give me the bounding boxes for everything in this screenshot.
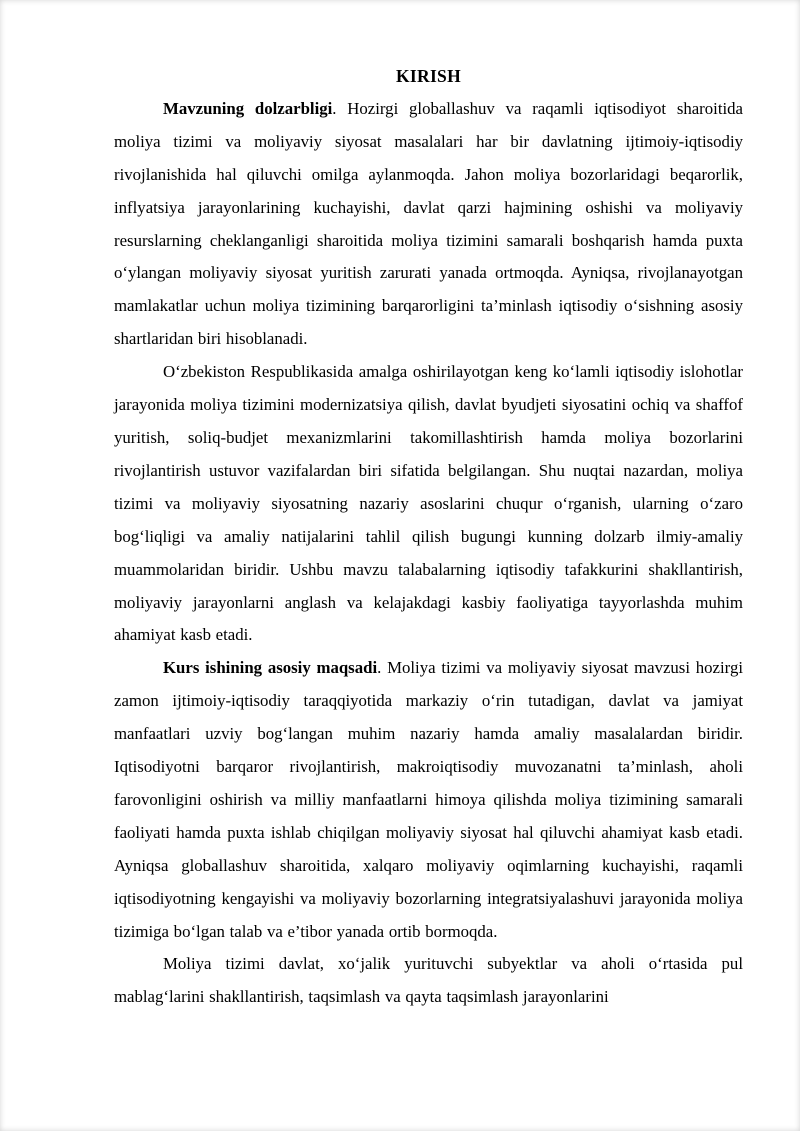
paragraph-lead: Mavzuning dolzarbligi (163, 98, 333, 118)
paragraph-text: Moliya tizimi davlat, xoʻjalik yurituvchi subyektlar va aholi oʻrtasida pul mablagʻlarini shakllantirish, taqsimlash va qayta taqsimlash jarayonlarini (114, 954, 743, 1007)
paragraph-text: . Moliya tizimi va moliyaviy siyosat mavzusi hozirgi zamon ijtimoiy-iqtisodiy taraqqiyotida markaziy oʻrin tutadigan, davlat va jamiyat manfaatlari uzviy bogʻlangan muhim nazariy hamda amaliy masalalardan biridir. Iqtisodiyotni barqaror rivojlantirish, makroiqtisodiy muvozanatni ta’minlash, aholi farovonligini oshirish va milliy manfaatlarni himoya qilishda moliya tizimining samarali faoliyati hamda puxta ishlab chiqilgan moliyaviy siyosat hal qiluvchi ahamiyat kasb etadi. Ayniqsa globallashuv sharoitida, xalqaro moliyaviy oqimlarning kuchayishi, raqamli iqtisodiyotning kengayishi va moliyaviy bozorlarning integratsiyalashuvi jarayonida moliya tizimiga boʻlgan talab va e’tibor yanada ortib bormoqda. (114, 658, 743, 941)
paragraph (114, 93, 743, 356)
paragraph (114, 652, 743, 948)
paragraph-text: . Hozirgi globallashuv va raqamli iqtisodiyot sharoitida moliya tizimi va moliyaviy siyosat masalalari har bir davlatning ijtimoiy-iqtisodiy rivojlanishida hal qiluvchi omilga aylanmoqda. Jahon moliya bozorlaridagi beqarorlik, inflyatsiya jarayonlarining kuchayishi, davlat qarzi hajmining oshishi va moliyaviy resurslarning cheklanganligi sharoitida moliya tizimini samarali boshqarish hamda puxta oʻylangan moliyaviy siyosat yuritish zarurati yanada ortmoqda. Ayniqsa, rivojlanayotgan mamlakatlar uchun moliya tizimining barqarorligini ta’minlash iqtisodiy oʻsishning asosiy shartlaridan biri hisoblanadi. (114, 98, 743, 349)
document-title: KIRISH (395, 66, 461, 86)
paragraph-lead: Kurs ishining asosiy maqsadi (163, 658, 378, 678)
paragraph (114, 948, 743, 1014)
paragraph-text: Oʻzbekiston Respublikasida amalga oshirilayotgan keng koʻlamli iqtisodiy islohotlar jarayonida moliya tizimini modernizatsiya qilish, davlat byudjeti siyosatini ochiq va shaffof yuritish, soliq-budjet mexanizmlarini takomillashtirish hamda moliya bozorlarini rivojlantirish ustuvor vazifalardan biri sifatida belgilangan. Shu nuqtai nazardan, moliya tizimi va moliyaviy siyosatning nazariy asoslarini chuqur oʻrganish, ularning oʻzaro bogʻliqligi va amaliy natijalarini tahlil qilish bugungi kunning dolzarb ilmiy-amaliy muammolaridan biridir. Ushbu mavzu talabalarning iqtisodiy tafakkurini shakllantirish, moliyaviy jarayonlarni anglash va kelajakdagi kasbiy faoliyatiga tayyorlashda muhim ahamiyat kasb etadi. (114, 362, 743, 645)
paragraph (114, 356, 743, 652)
